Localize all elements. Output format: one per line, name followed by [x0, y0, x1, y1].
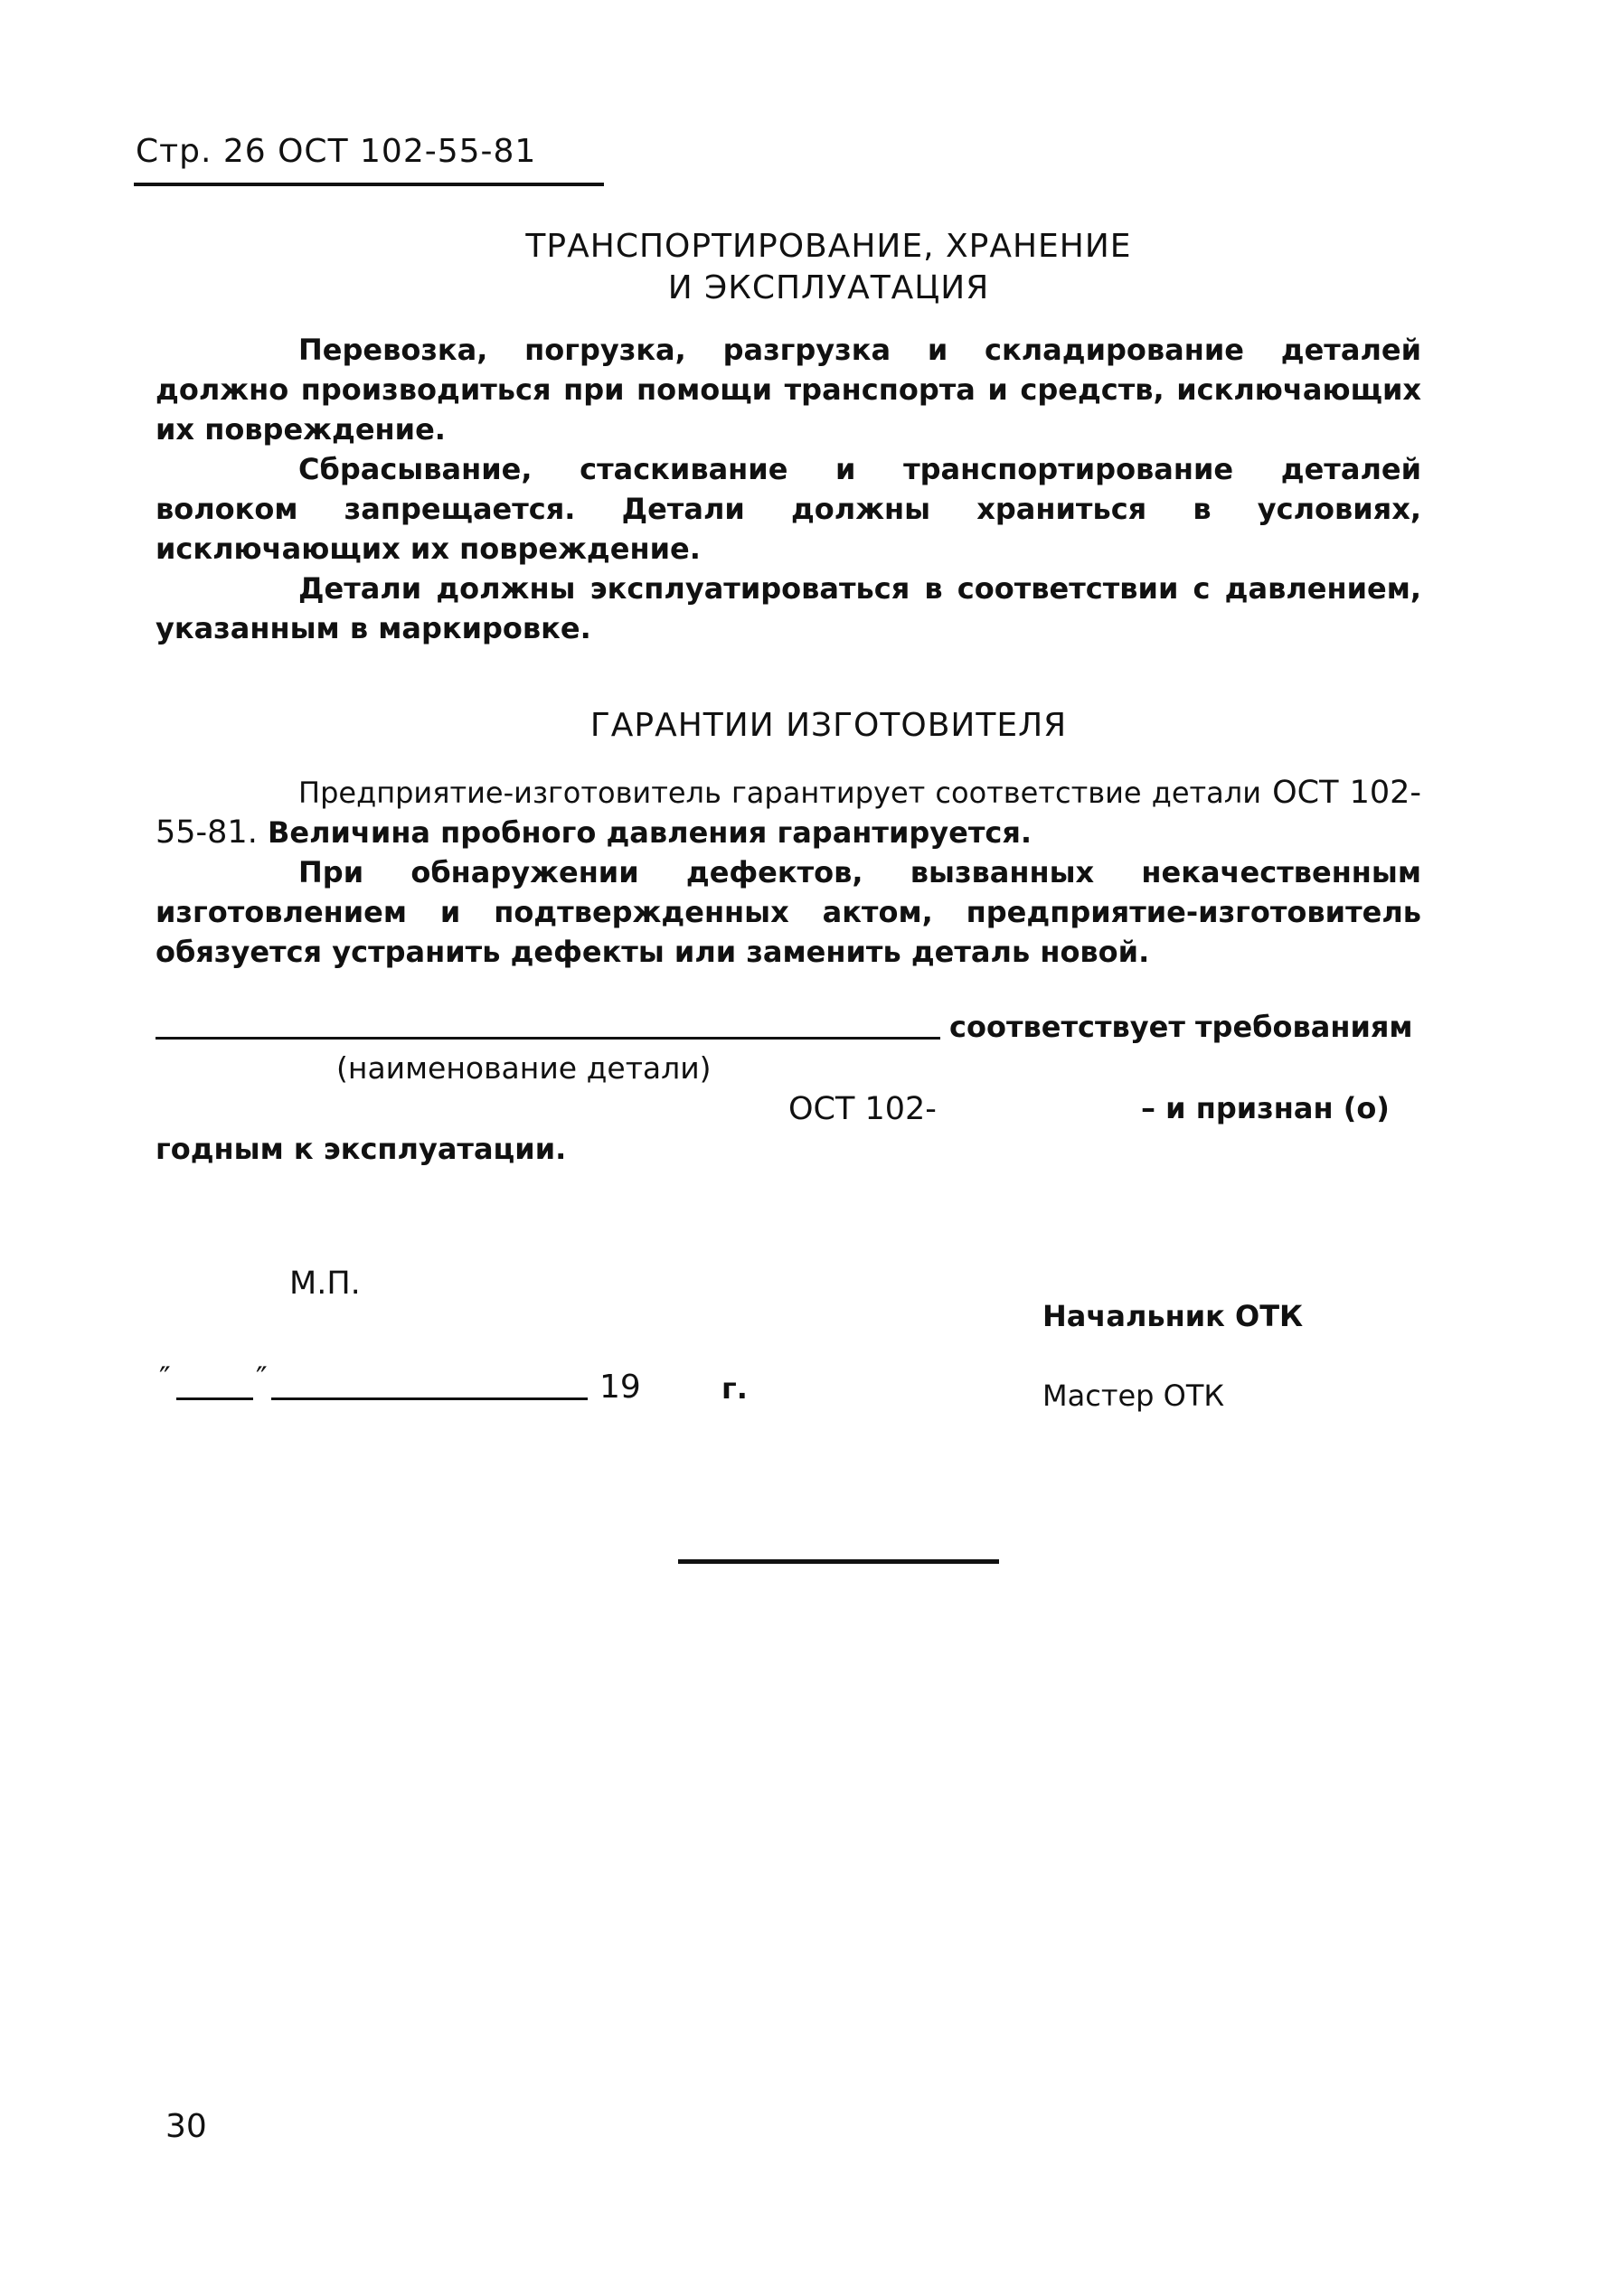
ost-prefix: ОСТ 102- — [788, 1091, 937, 1127]
section-title-warranty: ГАРАНТИИ ИЗГОТОВИТЕЛЯ — [589, 707, 1068, 744]
section-title-line-2: И ЭКСПЛУАТАЦИЯ — [667, 269, 990, 306]
year-prefix: 19 — [599, 1369, 641, 1406]
part-name-line — [156, 1037, 940, 1040]
date-quote-close: ″ — [256, 1360, 268, 1397]
paragraph-defects — [156, 852, 1421, 972]
page-number: 30 — [165, 2108, 207, 2145]
paragraph-text: Сбрасывание, стаскивание и транспортирование деталей волоком запрещается. Детали должны храниться в условиях, исключающих их повреждение. — [156, 452, 1421, 566]
month-line — [271, 1397, 588, 1400]
date-quote-open: ″ — [159, 1360, 171, 1397]
section-title-line-1: ТРАНСПОРТИРОВАНИЕ, ХРАНЕНИЕ — [525, 228, 1132, 265]
day-line — [176, 1397, 253, 1400]
part-name-caption: (наименование детали) — [336, 1050, 712, 1086]
paragraph-text: Детали должны эксплуатироваться в соответствии с давлением, указанным в маркировке. — [156, 571, 1421, 645]
recognized-text: – и признан (о) — [1141, 1091, 1390, 1125]
year-suffix: г. — [721, 1371, 748, 1406]
header-underline — [134, 183, 604, 186]
paragraph-warranty — [156, 773, 1421, 852]
warranty-lead: Предприятие-изготовитель гарантирует соответствие детали — [298, 776, 1262, 810]
warranty-rest: Величина пробного давления гарантируется. — [267, 815, 1033, 850]
section-title-transport — [0, 226, 1603, 309]
paragraph-operation — [156, 569, 1421, 648]
fit-for-use-text: годным к эксплуатации. — [156, 1132, 567, 1166]
complies-text: соответствует требованиям — [949, 1010, 1413, 1044]
warranty-ost: ОСТ 102-55-81. — [156, 775, 1422, 851]
paragraph-text — [156, 773, 1421, 852]
paragraph-text: Перевозка, погрузка, разгрузка и складирование деталей должно производиться при помощи транспорта и средств, исключающих их повреждение. — [156, 333, 1421, 447]
paragraph-text: При обнаружении дефектов, вызванных некачественным изготовлением и подтвержденных актом, предприятие-изготовитель обязуется устранить дефекты или заменить деталь новой. — [156, 855, 1421, 969]
master-otk: Мастер ОТК — [1042, 1379, 1225, 1413]
head-otk: Начальник ОТК — [1042, 1299, 1304, 1333]
stamp-place: М.П. — [289, 1266, 361, 1302]
page-header: Стр. 26 ОСТ 102-55-81 — [136, 133, 537, 170]
end-rule — [678, 1559, 999, 1564]
paragraph-dragging — [156, 449, 1421, 569]
paragraph-transport — [156, 330, 1421, 449]
